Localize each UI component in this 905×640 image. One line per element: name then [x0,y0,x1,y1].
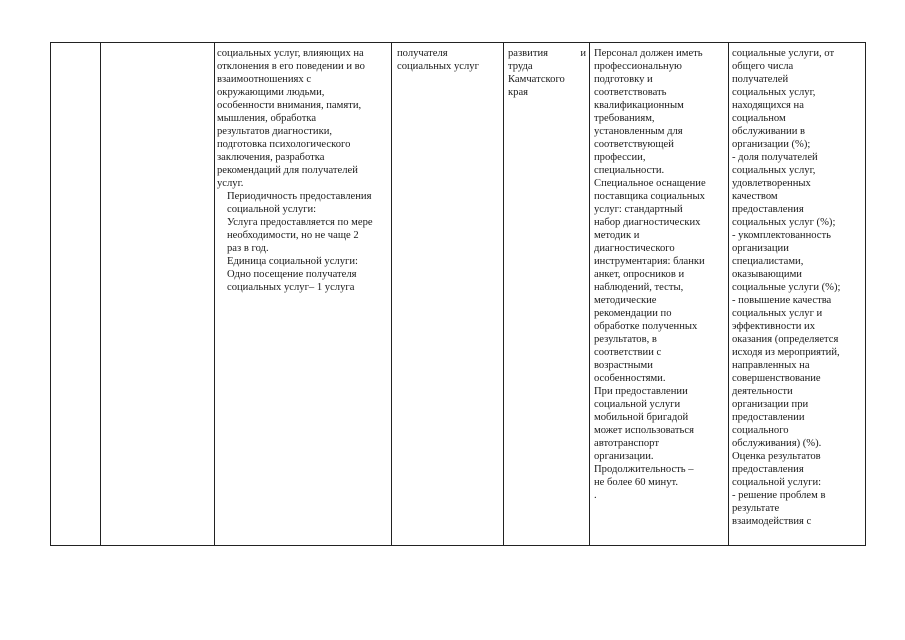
text-line: общего числа [732,61,794,72]
text-line: требованиям, [594,113,655,124]
text-line: социальной услуги [594,399,681,410]
text-line: специальности. [594,165,665,176]
column-divider [214,43,215,545]
text-line: возрастными [594,360,653,371]
text-line: При предоставлении [594,386,688,397]
conditions-cell [594,47,726,502]
region-line [508,47,586,60]
periodicity-text-cont: необходимости, но не чаще 2 [227,230,359,241]
periodicity-text: Услуга предоставляется по мере [227,217,373,228]
periodicity-heading: Периодичность предоставления [227,191,372,202]
indicators-text [732,47,864,528]
text-line: организации при [732,399,809,410]
recipient-line: получателя [397,48,448,59]
text-line: методик и [594,230,640,241]
text-line: результатов, в [594,334,657,345]
text-line: качеством [732,191,778,202]
text-line: заключения, разработка [217,152,325,163]
unit-text: Одно посещение получателя [227,269,357,280]
text-line: специалистами, [732,256,804,267]
text-line: - решение проблем в [732,490,826,501]
text-line: исходя из мероприятий, [732,347,840,358]
text-line: диагностического [594,243,675,254]
text-line: может использоваться [594,425,694,436]
text-line: - повышение качества [732,295,832,306]
text-line: соответствовать [594,87,667,98]
text-line: обработке полученных [594,321,698,332]
column-divider [503,43,504,545]
text-line: соответствии с [594,347,662,358]
text-line: результатов диагностики, [217,126,333,137]
service-description-text [217,47,393,190]
text-line: организации [732,243,789,254]
text-line: предоставления [732,464,804,475]
text-line: мышления, обработка [217,113,317,124]
document-table [50,42,866,546]
text-line: Продолжительность – [594,464,694,475]
text-line: особенностями. [594,373,666,384]
text-line: мобильной бригадой [594,412,689,423]
text-line: окружающими людьми, [217,87,325,98]
text-line: социального [732,425,789,436]
text-line: организации. [594,451,654,462]
region-line: труда [508,61,533,72]
text-line: Персонал должен иметь [594,48,703,59]
text-line: поставщика социальных [594,191,705,202]
region-cell [508,47,586,99]
text-line: рекомендации по [594,308,672,319]
text-line: услуг: стандартный [594,204,683,215]
text-line: социальном [732,113,786,124]
region-line: Камчатского [508,74,565,85]
text-line: . [594,490,597,501]
conditions-text [594,47,726,502]
text-line: обслуживании в [732,126,806,137]
text-line: социальных услуг и [732,308,823,319]
text-line: Специальное оснащение [594,178,706,189]
unit-text-cont: социальных услуг– 1 услуга [227,282,355,293]
text-line: социальные услуги, от [732,48,835,59]
text-line: наблюдений, тесты, [594,282,684,293]
text-line: направленных на [732,360,810,371]
column-divider [589,43,590,545]
text-line: социальных услуг, влияющих на [217,48,364,59]
text-line: профессиональную [594,61,682,72]
text-line: подготовка психологического [217,139,351,150]
text-line: услуг. [217,178,244,189]
text-line: совершенствование [732,373,821,384]
text-line: набор диагностических [594,217,701,228]
text-line: социальные услуги (%); [732,282,841,293]
text-line: анкет, опросников и [594,269,685,280]
text-line: установленным для [594,126,683,137]
text-line: предоставления [732,204,804,215]
text-line: взаимоотношениях с [217,74,312,85]
text-line: - доля получателей [732,152,818,163]
recipient-line: социальных услуг [397,61,479,72]
region-word: развития [508,48,549,59]
text-line: инструментария: бланки [594,256,705,267]
column-divider [100,43,101,545]
indicators-cell [732,47,864,528]
text-line: подготовку и [594,74,653,85]
periodicity-text-end: раз в год. [227,243,269,254]
text-line: рекомендаций для получателей [217,165,358,176]
text-line: социальных услуг, [732,165,816,176]
text-line: находящихся на [732,100,804,111]
text-line: организации (%); [732,139,811,150]
recipient-cell [397,47,501,73]
text-line: методические [594,295,657,306]
text-line: социальных услуг (%); [732,217,836,228]
text-line: эффективности их [732,321,816,332]
text-line: отклонения в его поведении и во [217,61,365,72]
text-line: результате [732,503,780,514]
text-line: - укомплектованность [732,230,831,241]
text-line: взаимодействия с [732,516,812,527]
column-divider [728,43,729,545]
text-line: удовлетворенных [732,178,811,189]
text-line: социальных услуг, [732,87,816,98]
text-line: деятельности [732,386,793,397]
text-line: Оценка результатов [732,451,821,462]
text-line: получателей [732,74,789,85]
region-line: края [508,87,529,98]
text-line: оказания (определяется [732,334,839,345]
text-line: профессии, [594,152,646,163]
text-line: обслуживания) (%). [732,438,822,449]
text-line: квалификационным [594,100,684,111]
text-line: особенности внимания, памяти, [217,100,362,111]
text-line: оказывающими [732,269,802,280]
service-description-cell [217,47,393,294]
text-line: автотранспорт [594,438,659,449]
text-line: предоставлении [732,412,805,423]
region-word: и [580,48,586,59]
text-line: соответствующей [594,139,674,150]
text-line: социальной услуги: [732,477,822,488]
periodicity-heading-cont: социальной услуги: [227,204,317,215]
text-line: не более 60 минут. [594,477,678,488]
unit-heading: Единица социальной услуги: [227,256,358,267]
